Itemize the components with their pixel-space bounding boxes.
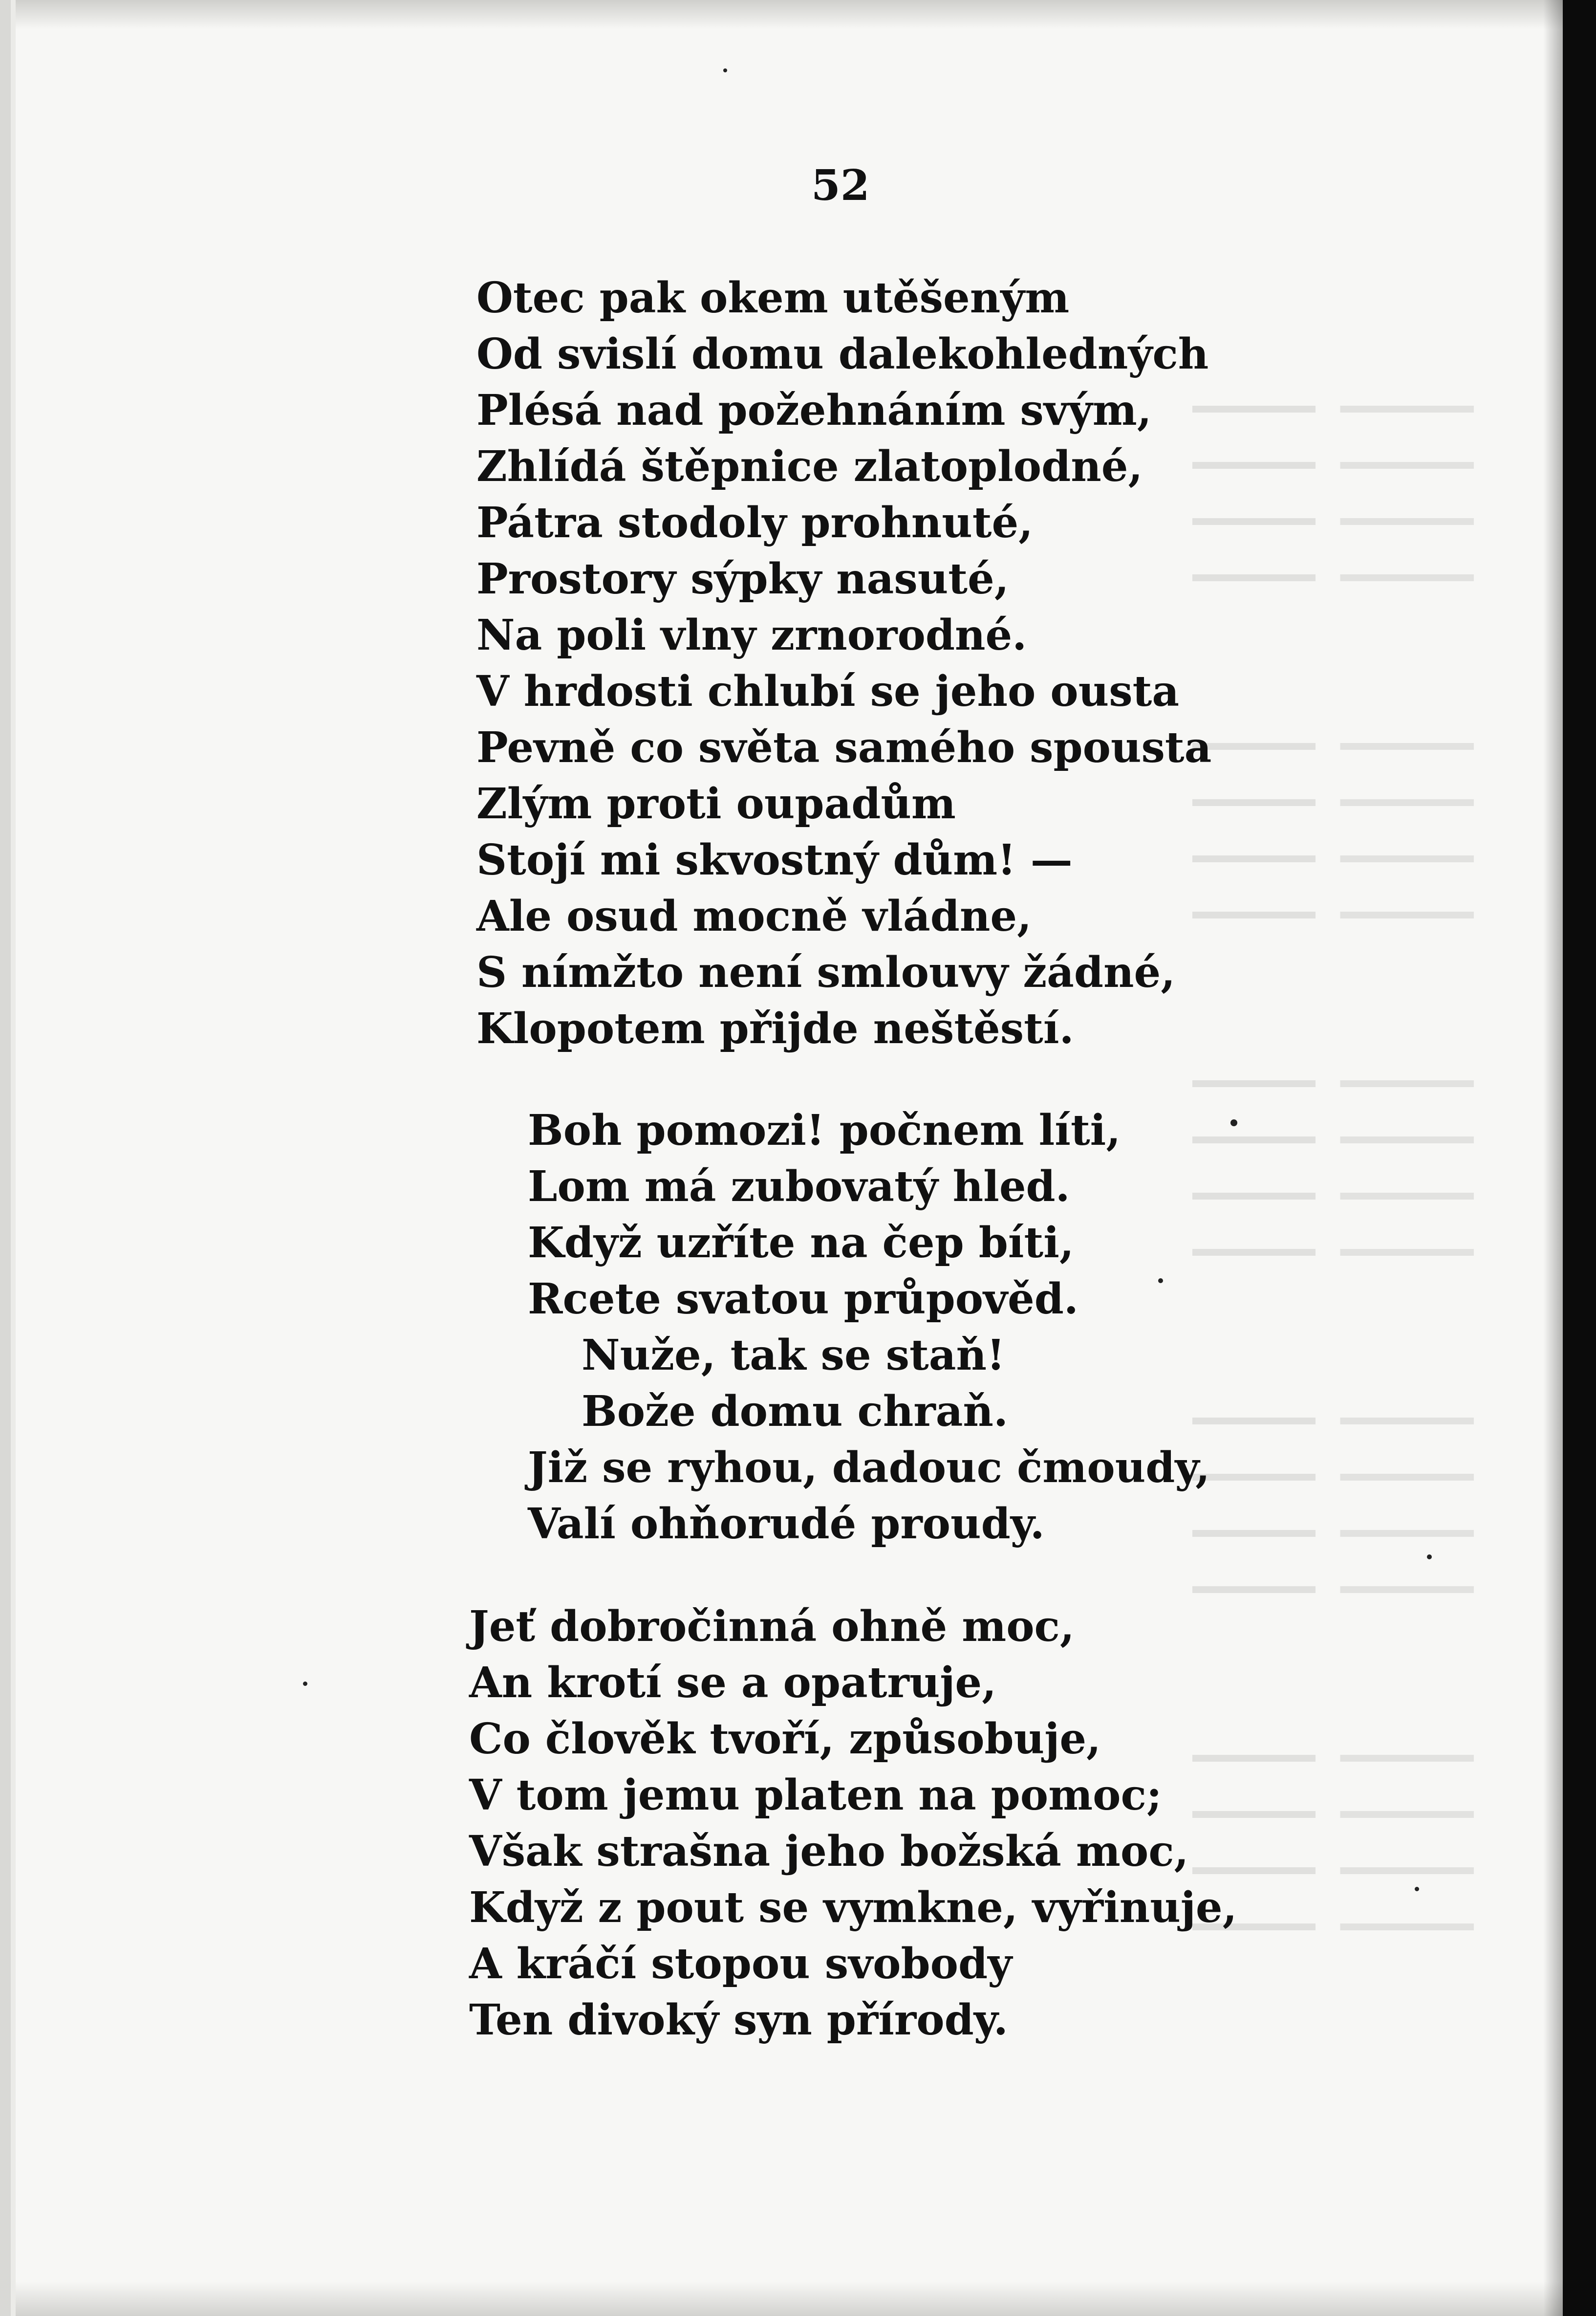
verse-line: Co člověk tvoří, způsobuje, [469,1714,1101,1764]
verse-line: Když z pout se vymkne, vyřinuje, [469,1883,1237,1932]
dust-speck [1415,1887,1419,1891]
verse-line: Rcete svatou průpověd. [528,1274,1078,1324]
verse-line: An krotí se a opatruje, [469,1658,997,1707]
verse-line: Otec pak okem utěšeným [476,273,1070,323]
verse-line: Již se ryhou, dadouc čmoudy, [528,1443,1210,1492]
verse-line-refrain: Bože domu chraň. [582,1387,1008,1436]
verse-line: Pevně co světa samého spousta [476,723,1212,772]
verse-line: Klopotem přijde neštěstí. [476,1004,1074,1053]
page-top-edge [0,0,1563,29]
binding-edge [0,0,11,2316]
verse-line: Pátra stodoly prohnuté, [476,498,1034,547]
binding-edge-inner [11,0,16,2316]
scan-right-border [1563,0,1596,2316]
verse-line: Boh pomozi! počnem líti, [528,1106,1121,1155]
verse-line: Plésá nad požehnáním svým, [476,386,1152,435]
verse-line: V tom jemu platen na pomoc; [469,1770,1162,1820]
verse-line-refrain: Nuže, tak se staň! [582,1331,1005,1380]
verse-line: S nímžto není smlouvy žádné, [476,948,1176,997]
verse-line: Když uzříte na čep bíti, [528,1218,1074,1267]
verse-line: Prostory sýpky nasuté, [476,554,1009,604]
verse-line: A kráčí stopou svobody [469,1939,1013,1988]
stanza-2 [528,1102,1210,1552]
verse-line: Ale osud mocně vládne, [476,892,1032,941]
verse-line: Valí ohňorudé proudy. [528,1499,1045,1549]
verse-line: Stojí mi skvostný dům! — [476,835,1073,885]
verse-line: Jeť dobročinná ohně moc, [469,1602,1075,1651]
page-bottom-edge [0,2282,1563,2316]
verse-line: Na poli vlny zrnorodné. [476,611,1027,660]
verse-line: Lom má zubovatý hled. [528,1162,1070,1211]
stanza-3 [469,1598,1237,2048]
verse-line: Zhlídá štěpnice zlatoplodné, [476,442,1143,491]
dust-speck [1427,1554,1432,1559]
page-right-shadow [1543,0,1563,2316]
dust-speck [303,1682,307,1686]
dust-speck [1230,1119,1237,1126]
verse-line: Zlým proti oupadům [476,779,956,829]
bleed-through-text [1192,264,1544,2063]
dust-speck [723,68,727,72]
verse-line: Však strašna jeho božská moc, [469,1827,1189,1876]
dust-speck [1158,1278,1163,1283]
page-number: 52 [811,161,870,210]
verse-line: Od svislí domu dalekohledných [476,329,1209,379]
stanza-1 [476,270,1211,1057]
verse-line: V hrdosti chlubí se jeho ousta [476,667,1180,716]
verse-line: Ten divoký syn přírody. [469,1995,1008,2045]
